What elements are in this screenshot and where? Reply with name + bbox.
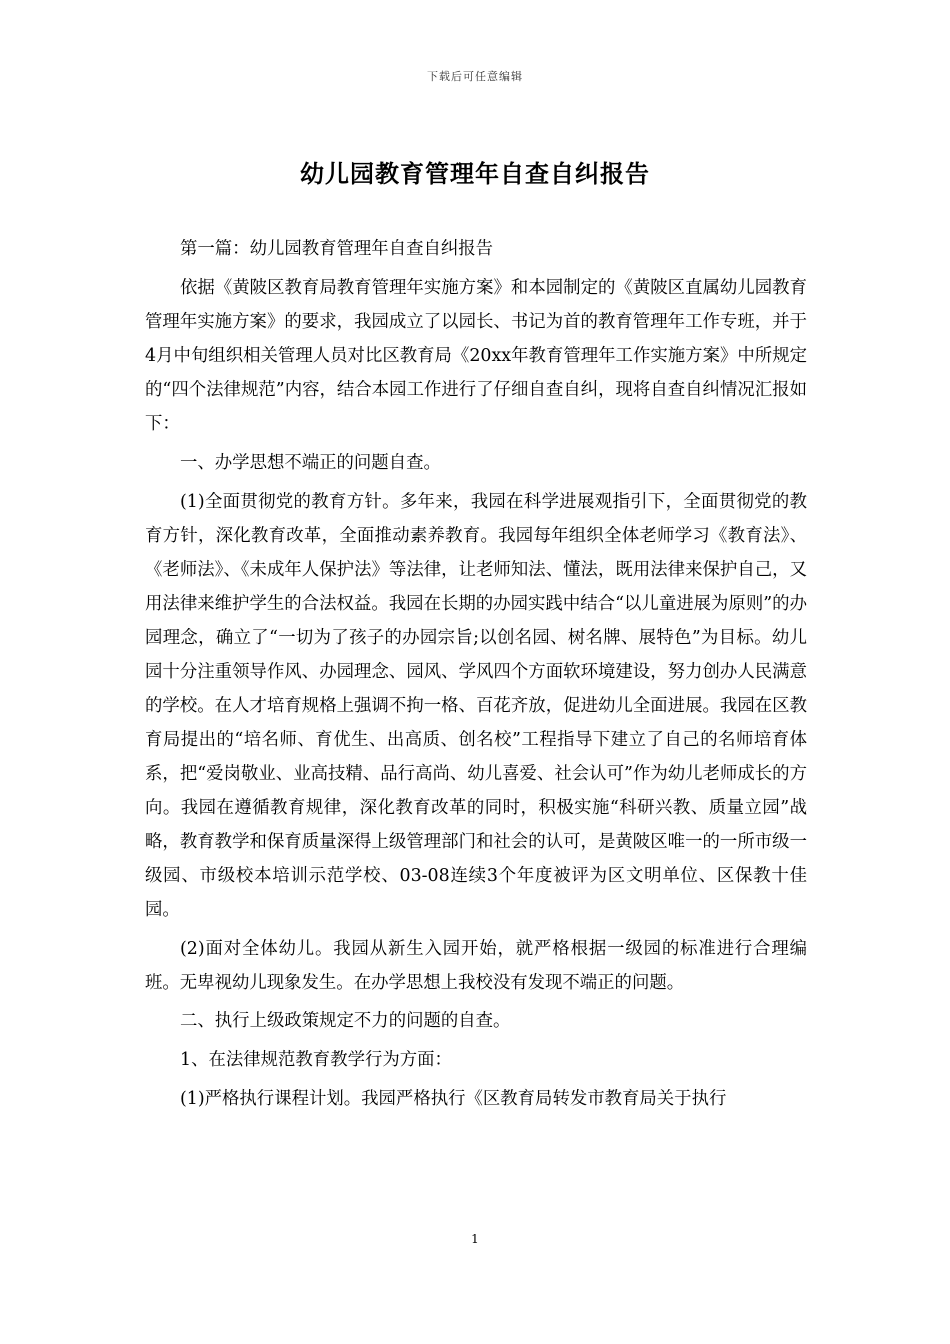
subsection-heading: 1、在法律规范教育教学行为方面： xyxy=(180,1050,452,1071)
header-note: 下载后可任意编辑 xyxy=(427,70,523,83)
section-heading: 第一篇：幼儿园教育管理年自查自纠报告 xyxy=(180,239,494,259)
document-title: 幼儿园教育管理年自查自纠报告 xyxy=(300,159,650,188)
body-paragraph: 依据《黄陂区教育局教育管理年实施方案》和本园制定的《黄陂区直属幼儿园教育管理年实施方案》的要求，我园成立了以园长、书记为首的教育管理年工作专班，并于4月中旬组织相关管理人员对比区教育局《20xx年教育管理年工作实施方案》中所规定的“四个法律规范”内容，结合本园工作进行了仔细自查自纠，现将自查自纠情况汇报如下： xyxy=(145,277,807,434)
section-heading: 一、办学思想不端正的问题自查。 xyxy=(180,452,441,473)
page-number: 1 xyxy=(471,1232,479,1246)
body-paragraph: (1)严格执行课程计划。我园严格执行《区教育局转发市教育局关于执行 xyxy=(180,1089,727,1110)
body-paragraph: (2)面对全体幼儿。我园从新生入园开始，就严格根据一级园的标准进行合理编班。无卑视幼儿现象发生。在办学思想上我校没有发现不端正的问题。 xyxy=(145,938,807,993)
document-body xyxy=(145,232,807,1121)
section-heading: 二、执行上级政策规定不力的问题的自查。 xyxy=(180,1011,511,1032)
body-paragraph: (1)全面贯彻党的教育方针。多年来，我园在科学进展观指引下，全面贯彻党的教育方针，深化教育改革，全面推动素养教育。我园每年组织全体老师学习《教育法》、《老师法》、《未成年人保护法》等法律，让老师知法、懂法，既用法律来保护自己，又用法律来维护学生的合法权益。我园在长期的办园实践中结合“以儿童进展为原则”的办园理念，确立了“一切为了孩子的办园宗旨;以创名园、树名牌、展特色”为目标。幼儿园十分注重领导作风、办园理念、园风、学风四个方面软环境建设，努力创办人民满意的学校。在人才培育规格上强调不拘一格、百花齐放，促进幼儿全面进展。我园在区教育局提出的“培名师、育优生、出高质、创名校”工程指导下建立了自己的名师培育体系，把“爱岗敬业、业高技精、品行高尚、幼儿喜爱、社会认可”作为幼儿老师成长的方向。我园在遵循教育规律，深化教育改革的同时，积极实施“科研兴教、质量立园”战略，教育教学和保育质量深得上级管理部门和社会的认可，是黄陂区唯一的一所市级一级园、市级校本培训示范学校、03-08连续3个年度被评为区文明单位、区保教十佳园。 xyxy=(145,491,807,920)
